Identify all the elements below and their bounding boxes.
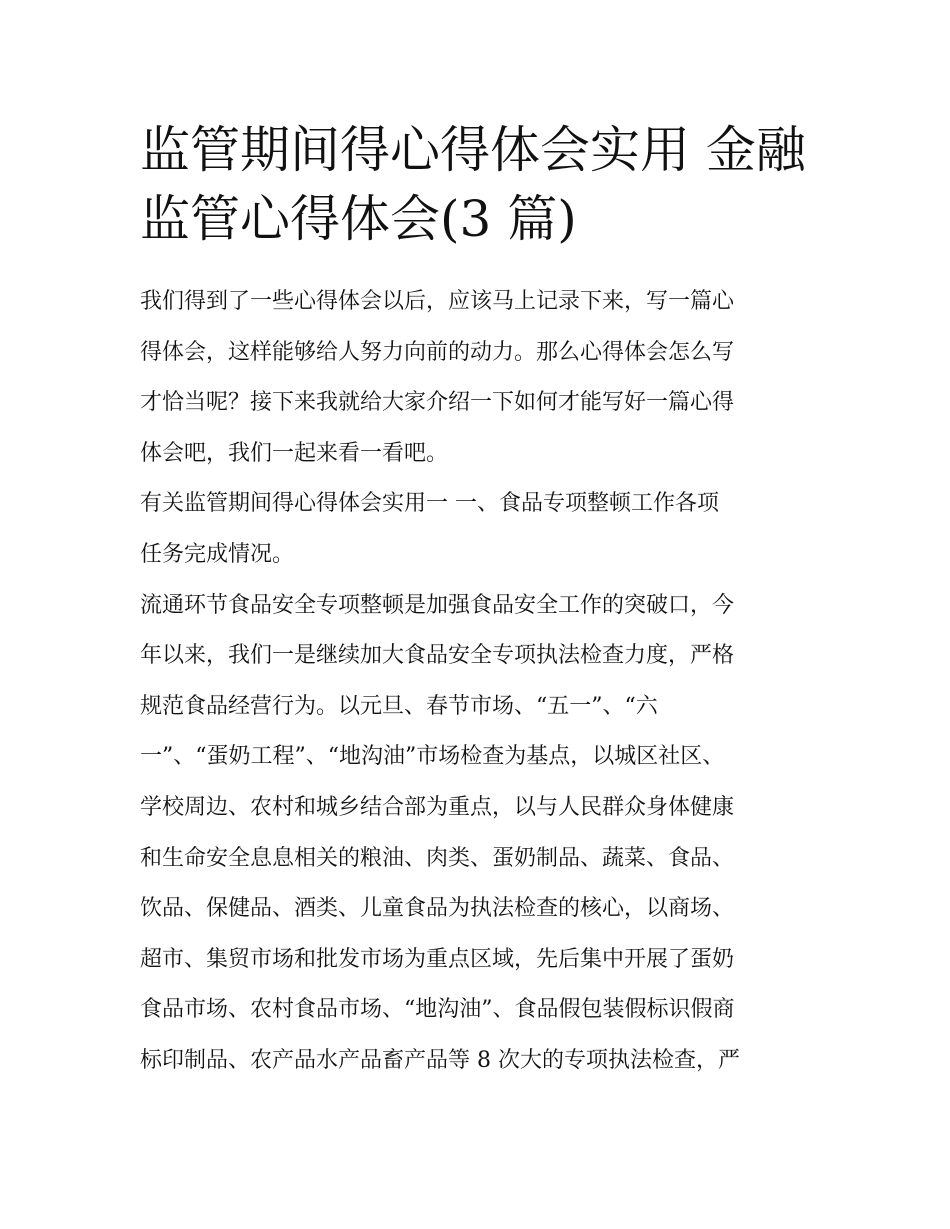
paragraph-line: 体会吧，我们一起来看一看吧。	[140, 440, 449, 466]
title-line-1: 监管期间得心得体会实用 金融	[140, 121, 806, 179]
paragraph-main	[140, 581, 820, 1087]
paragraph-line: 我们得到了一些心得体会以后，应该马上记录下来，写一篇心	[140, 289, 735, 314]
title-line-2: 监管心得体会(3 篇)	[140, 190, 577, 248]
paragraph-line: 任务完成情况。	[140, 541, 295, 567]
paragraph-line: 学校周边、农村和城乡结合部为重点，以与人民群众身体健康	[140, 794, 735, 820]
paragraph-intro	[140, 277, 820, 479]
paragraph-line: 一”、“蛋奶工程”、“地沟油”市场检查为基点，以城区社区、	[140, 744, 725, 770]
paragraph-line: 才恰当呢？接下来我就给大家介绍一下如何才能写好一篇心得	[140, 390, 735, 416]
paragraph-section-heading	[140, 479, 820, 580]
paragraph-line: 饮品、保健品、酒类、儿童食品为执法检查的核心，以商场、	[140, 896, 735, 922]
paragraph-line: 和生命安全息息相关的粮油、肉类、蛋奶制品、蔬菜、食品、	[140, 845, 735, 871]
paragraph-line: 流通环节食品安全专项整顿是加强食品安全工作的突破口，今	[140, 592, 735, 618]
paragraph-line: 得体会，这样能够给人努力向前的动力。那么心得体会怎么写	[140, 339, 735, 365]
paragraph-line: 食品市场、农村食品市场、“地沟油”、食品假包装假标识假商	[140, 997, 735, 1023]
paragraph-line: 有关监管期间得心得体会实用一 一、食品专项整顿工作各项	[140, 491, 719, 517]
document-title	[140, 116, 830, 254]
paragraph-line: 规范食品经营行为。以元旦、春节市场、“五一”、“六	[140, 693, 658, 719]
paragraph-line: 标印制品、农产品水产品畜产品等 8 次大的专项执法检查，严	[140, 1047, 740, 1073]
paragraph-line: 年以来，我们一是继续加大食品安全专项执法检查力度，严格	[140, 643, 735, 669]
document-body	[140, 277, 820, 1087]
paragraph-line: 超市、集贸市场和批发市场为重点区域，先后集中开展了蛋奶	[140, 946, 735, 972]
